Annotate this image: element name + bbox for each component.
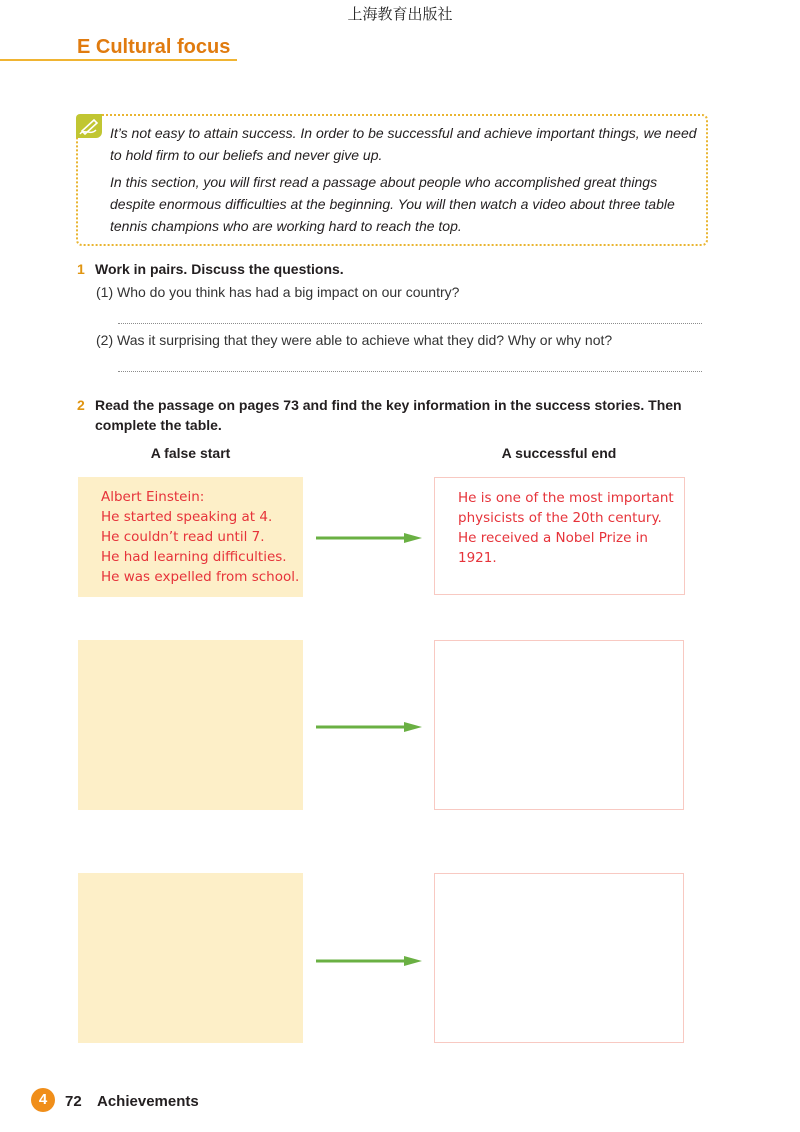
answer-line-1[interactable]	[118, 323, 702, 324]
arrow-2	[316, 721, 422, 733]
text-line: He started speaking at 4.	[101, 509, 273, 525]
column-header-false-start: A false start	[150, 445, 231, 461]
arrow-1	[316, 532, 422, 544]
text-line: He had learning difficulties.	[101, 549, 287, 565]
text-line: physicists of the 20th century.	[458, 510, 662, 526]
column-header-successful-end: A successful end	[501, 445, 617, 461]
page-number: 72	[65, 1093, 82, 1110]
unit-number-badge: 4	[31, 1088, 55, 1112]
text-line: He was expelled from school.	[101, 569, 300, 585]
arrow-3	[316, 955, 422, 967]
text-line: He couldn’t read until 7.	[101, 529, 265, 545]
question-1-sub-2: (2) Was it surprising that they were able to achieve what they did? Why or why not?	[96, 332, 613, 348]
answer-line-2[interactable]	[118, 371, 702, 372]
text-line: He is one of the most important	[458, 490, 674, 506]
successful-end-box-2[interactable]	[434, 640, 684, 810]
text-line: Albert Einstein:	[101, 489, 205, 505]
publisher-name: 上海教育出版社	[347, 5, 453, 23]
false-start-box-2[interactable]	[78, 640, 303, 810]
question-1-number: 1	[77, 261, 85, 277]
intro-paragraph-2: In this section, you will first read a passage about people who accomplished great things despite enormous difficulties at the beginning. You will then watch a video about three table tennis champions who are working hard to reach the top.	[110, 174, 675, 234]
section-title: E Cultural focus	[77, 36, 231, 58]
question-2-text: Read the passage on pages 73 and find the key information in the success stories. Then complete the table.	[95, 397, 682, 433]
text-line: He received a Nobel Prize in	[458, 530, 648, 546]
title-underline	[0, 59, 237, 61]
unit-title: Achievements	[97, 1093, 199, 1110]
false-start-box-3[interactable]	[78, 873, 303, 1043]
question-1-sub-1: (1) Who do you think has had a big impact on our country?	[96, 284, 460, 300]
successful-end-box-3[interactable]	[434, 873, 684, 1043]
text-line: 1921.	[458, 550, 497, 566]
successful-end-text-1	[458, 488, 674, 568]
question-1-text: Work in pairs. Discuss the questions.	[95, 261, 344, 277]
false-start-text-1	[101, 487, 299, 587]
question-2-number: 2	[77, 397, 85, 413]
pen-icon	[76, 114, 102, 138]
intro-paragraph-1: It’s not easy to attain success. In order to be successful and achieve important things, we need to hold firm to our beliefs and never give up.	[110, 125, 697, 163]
